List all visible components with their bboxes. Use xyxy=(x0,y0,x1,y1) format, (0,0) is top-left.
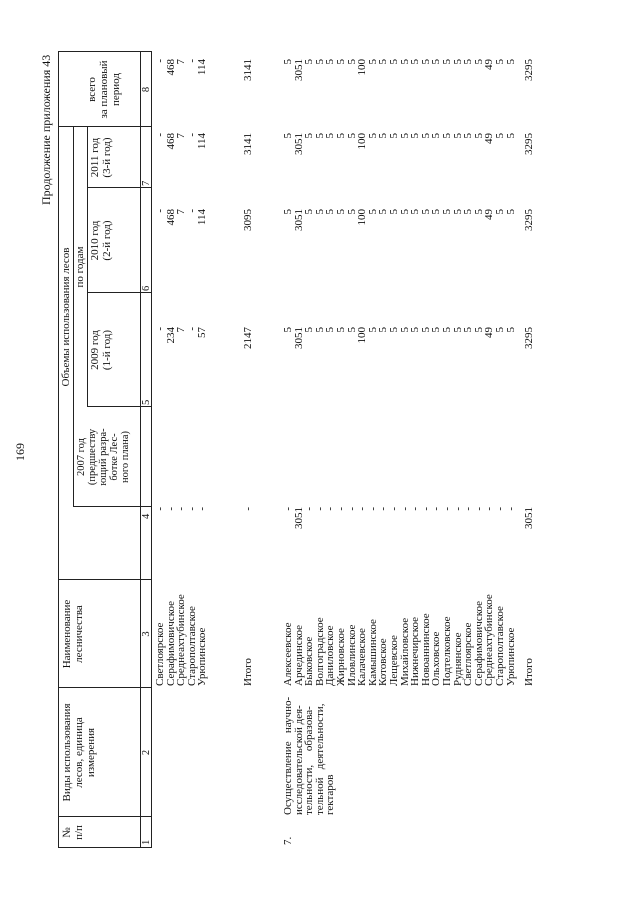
value-cell-v2010: 5 xyxy=(441,209,453,215)
value-cell-v2010: 5 xyxy=(398,209,411,215)
value-cell-total: 5 xyxy=(303,59,316,65)
value-cell-v2009: 49 xyxy=(483,327,496,338)
col-number-7: 7 xyxy=(141,180,152,186)
value-cell-v2010: 5 xyxy=(472,209,485,215)
col-number-8: 8 xyxy=(141,86,152,93)
value-cell-v2009: 5 xyxy=(282,327,294,333)
value-cell-total: 7 xyxy=(175,59,188,65)
value-cell-v2010: 5 xyxy=(313,209,326,215)
value-cell-v2009: 5 xyxy=(345,327,358,333)
value-cell-v2011: 5 xyxy=(462,133,475,139)
forestry-name-cell: Арчединское xyxy=(292,625,305,686)
value-cell-v2007: - xyxy=(154,507,166,511)
value-cell-v2009: 5 xyxy=(504,327,517,333)
total-cell-v2011: 3141 xyxy=(242,133,254,155)
value-cell-v2009: 7 xyxy=(175,327,188,333)
value-cell-v2009: 5 xyxy=(324,327,337,333)
value-cell-total: 5 xyxy=(313,59,326,65)
value-cell-v2009: 5 xyxy=(303,327,316,333)
value-cell-v2011: 5 xyxy=(313,133,326,139)
value-cell-v2010: 5 xyxy=(409,209,422,215)
value-cell-v2007: - xyxy=(335,507,347,511)
value-cell-total: 5 xyxy=(398,59,411,65)
col-number-4: 4 xyxy=(141,513,152,519)
value-cell-v2011: - xyxy=(154,133,166,137)
forestry-name-cell: Среднеахтубинское xyxy=(483,594,496,686)
value-cell-v2007: - xyxy=(504,507,517,511)
forestry-name-cell: Светлоярское xyxy=(462,622,475,686)
value-cell-v2010: 5 xyxy=(345,209,358,215)
value-cell-v2011: 3051 xyxy=(292,133,305,155)
value-cell-v2010: 5 xyxy=(451,209,464,215)
forestry-name-cell: Калачевское xyxy=(356,628,369,686)
block2-kind: Осуществление научно- исследовательской дея- тельности, образова- тельной деятельности, гектаров xyxy=(282,696,337,815)
col-number-3: 3 xyxy=(141,631,152,637)
col-number-5: 5 xyxy=(141,399,152,405)
value-cell-total: - xyxy=(185,59,198,63)
forestry-name-cell: Новоаннинское xyxy=(419,613,432,686)
total-cell-v2010: 3095 xyxy=(242,209,254,231)
value-cell-total: 5 xyxy=(441,59,453,65)
total-cell-v2007: - xyxy=(242,507,254,511)
value-cell-v2009: - xyxy=(154,327,166,331)
value-cell-total: 3051 xyxy=(292,59,305,81)
value-cell-v2011: 5 xyxy=(324,133,337,139)
header-volumes: Объемы использования лесов xyxy=(60,247,72,387)
forestry-name-cell: Серафимовичское xyxy=(164,600,177,686)
total-cell-v2011: 3295 xyxy=(523,133,535,155)
value-cell-v2007: - xyxy=(366,507,379,511)
value-cell-v2011: 7 xyxy=(175,133,188,139)
value-cell-v2009: 5 xyxy=(313,327,326,333)
value-cell-v2009: 5 xyxy=(388,327,400,333)
value-cell-v2009: 5 xyxy=(377,327,390,333)
forestry-name-cell: Среднеахтубинское xyxy=(175,594,188,686)
value-cell-v2009: 5 xyxy=(451,327,464,333)
value-cell-total: - xyxy=(154,59,166,63)
header-2010: 2010 год (2-й год) xyxy=(89,220,113,261)
forestry-name-cell: Ольховское xyxy=(430,631,443,686)
total-label: Итого xyxy=(523,658,535,686)
value-cell-v2009: 5 xyxy=(494,327,506,333)
value-cell-v2009: 3051 xyxy=(292,327,305,349)
forestry-name-cell: Подтелковское xyxy=(441,616,453,686)
line-under-by-years xyxy=(87,127,88,407)
forestry-name-cell: Урюпинское xyxy=(196,627,209,686)
value-cell-total: 5 xyxy=(335,59,347,65)
value-cell-v2007: - xyxy=(303,507,316,511)
value-cell-v2011: 5 xyxy=(409,133,422,139)
value-cell-v2010: - xyxy=(185,209,198,213)
value-cell-v2007: - xyxy=(377,507,390,511)
value-cell-v2009: 5 xyxy=(419,327,432,333)
value-cell-v2010: 468 xyxy=(164,209,177,226)
block2-num: 7. xyxy=(282,836,294,845)
total-cell-total: 3141 xyxy=(242,59,254,81)
value-cell-v2011: 468 xyxy=(164,133,177,150)
value-cell-total: 5 xyxy=(451,59,464,65)
value-cell-total: 100 xyxy=(356,59,369,76)
forestry-name-cell: Волгоградское xyxy=(313,617,326,686)
value-cell-total: 468 xyxy=(164,59,177,76)
value-cell-v2007: - xyxy=(324,507,337,511)
value-cell-v2007: - xyxy=(185,507,198,511)
value-cell-v2010: 100 xyxy=(356,209,369,226)
value-cell-v2007: - xyxy=(462,507,475,511)
forestry-name-cell: Камышинское xyxy=(366,619,379,686)
value-cell-v2007: - xyxy=(409,507,422,511)
value-cell-v2011: 5 xyxy=(303,133,316,139)
value-cell-v2007: - xyxy=(494,507,506,511)
value-cell-v2007: - xyxy=(175,507,188,511)
forestry-name-cell: Жирновское xyxy=(335,628,347,686)
value-cell-v2007: - xyxy=(472,507,485,511)
forestry-name-cell: Алексеевское xyxy=(282,622,294,686)
value-cell-v2010: 5 xyxy=(419,209,432,215)
value-cell-v2009: 234 xyxy=(164,327,177,344)
value-cell-v2011: 5 xyxy=(494,133,506,139)
header-total: всего за плановый период xyxy=(86,60,122,119)
value-cell-v2009: 5 xyxy=(472,327,485,333)
value-cell-total: 114 xyxy=(196,59,209,76)
forestry-name-cell: Урюпинское xyxy=(504,627,517,686)
value-cell-v2010: 3051 xyxy=(292,209,305,231)
forestry-name-cell: Михайловское xyxy=(398,617,411,686)
value-cell-total: 5 xyxy=(388,59,400,65)
value-cell-v2009: 5 xyxy=(409,327,422,333)
forestry-name-cell: Лещевское xyxy=(388,635,400,686)
forestry-name-cell: Котовское xyxy=(377,638,390,686)
table-top-line xyxy=(58,52,59,848)
value-cell-v2007: - xyxy=(196,507,209,511)
value-cell-v2007: - xyxy=(388,507,400,511)
value-cell-v2009: 5 xyxy=(441,327,453,333)
value-cell-v2009: 5 xyxy=(462,327,475,333)
value-cell-v2010: 5 xyxy=(462,209,475,215)
header-by-years: по годам xyxy=(74,246,86,288)
value-cell-total: 5 xyxy=(419,59,432,65)
value-cell-v2011: 114 xyxy=(196,133,209,150)
total-cell-total: 3295 xyxy=(523,59,535,81)
value-cell-v2011: 5 xyxy=(282,133,294,139)
value-cell-v2010: 5 xyxy=(494,209,506,215)
value-cell-v2009: 5 xyxy=(430,327,443,333)
value-cell-v2011: 5 xyxy=(398,133,411,139)
header-2007: 2007 год (предшеству ющий разра- ботке Лес- ного плана) xyxy=(76,428,131,486)
value-cell-total: 49 xyxy=(483,59,496,70)
value-cell-v2011: 5 xyxy=(419,133,432,139)
value-cell-v2010: 5 xyxy=(303,209,316,215)
value-cell-total: 5 xyxy=(462,59,475,65)
header-2011: 2011 год (3-й год) xyxy=(89,137,113,178)
value-cell-total: 5 xyxy=(504,59,517,65)
total-cell-v2009: 3295 xyxy=(523,327,535,349)
forestry-name-cell: Руднянское xyxy=(451,632,464,686)
value-cell-total: 5 xyxy=(366,59,379,65)
page-number: 169 xyxy=(13,443,27,461)
total-cell-v2010: 3295 xyxy=(523,209,535,231)
total-cell-v2007: 3051 xyxy=(523,507,535,529)
value-cell-v2010: 5 xyxy=(388,209,400,215)
value-cell-v2009: 5 xyxy=(335,327,347,333)
value-cell-v2007: - xyxy=(441,507,453,511)
value-cell-total: 5 xyxy=(494,59,506,65)
header-2009: 2009 год (1-й год) xyxy=(89,329,113,371)
value-cell-v2011: 5 xyxy=(345,133,358,139)
value-cell-v2007: - xyxy=(313,507,326,511)
value-cell-v2011: 5 xyxy=(451,133,464,139)
value-cell-v2007: 3051 xyxy=(292,507,305,529)
value-cell-v2010: 49 xyxy=(483,209,496,220)
value-cell-total: 5 xyxy=(345,59,358,65)
value-cell-v2010: 5 xyxy=(504,209,517,215)
value-cell-v2007: - xyxy=(451,507,464,511)
value-cell-v2007: - xyxy=(164,507,177,511)
value-cell-v2007: - xyxy=(483,507,496,511)
value-cell-v2011: 100 xyxy=(356,133,369,150)
forestry-name-cell: Нижнечирское xyxy=(409,616,422,686)
header-name: Наименование лесничества xyxy=(61,599,85,669)
value-cell-v2007: - xyxy=(282,507,294,511)
header-kind: Виды использования лесов, единица измерения xyxy=(61,703,97,802)
value-cell-v2007: - xyxy=(356,507,369,511)
col-number-1: 1 xyxy=(141,839,152,845)
value-cell-v2010: 5 xyxy=(377,209,390,215)
value-cell-v2009: 5 xyxy=(366,327,379,333)
value-cell-v2011: 5 xyxy=(504,133,517,139)
value-cell-v2011: 5 xyxy=(377,133,390,139)
value-cell-v2009: - xyxy=(185,327,198,331)
forestry-name-cell: Серафимовичское xyxy=(472,600,485,686)
value-cell-v2010: 5 xyxy=(430,209,443,215)
value-cell-v2011: - xyxy=(185,133,198,137)
forestry-name-cell: Даниловское xyxy=(324,625,337,686)
value-cell-total: 5 xyxy=(324,59,337,65)
value-cell-v2007: - xyxy=(345,507,358,511)
value-cell-total: 5 xyxy=(377,59,390,65)
continuation-label: Продолжение приложения 43 xyxy=(39,54,53,205)
header-num: № п/п xyxy=(61,825,85,840)
value-cell-v2011: 5 xyxy=(472,133,485,139)
value-cell-total: 5 xyxy=(282,59,294,65)
col-number-2: 2 xyxy=(141,749,152,756)
value-cell-v2011: 5 xyxy=(430,133,443,139)
value-cell-v2010: 114 xyxy=(196,209,209,226)
total-cell-v2009: 2147 xyxy=(242,327,254,349)
value-cell-v2007: - xyxy=(419,507,432,511)
value-cell-v2011: 5 xyxy=(388,133,400,139)
value-cell-v2009: 57 xyxy=(196,327,209,338)
value-cell-v2011: 5 xyxy=(335,133,347,139)
value-cell-v2011: 5 xyxy=(441,133,453,139)
total-label: Итого xyxy=(242,658,254,686)
value-cell-total: 5 xyxy=(472,59,485,65)
forestry-name-cell: Быковское xyxy=(303,636,316,686)
value-cell-v2007: - xyxy=(430,507,443,511)
value-cell-v2010: 7 xyxy=(175,209,188,215)
value-cell-v2010: 5 xyxy=(335,209,347,215)
forestry-name-cell: Иловлинское xyxy=(345,624,358,686)
col-number-6: 6 xyxy=(141,285,152,291)
value-cell-v2010: 5 xyxy=(282,209,294,215)
value-cell-v2010: 5 xyxy=(324,209,337,215)
value-cell-v2010: 5 xyxy=(366,209,379,215)
forestry-name-cell: Старополтавское xyxy=(185,606,198,686)
value-cell-total: 5 xyxy=(409,59,422,65)
value-cell-v2009: 5 xyxy=(398,327,411,333)
value-cell-v2011: 49 xyxy=(483,133,496,144)
value-cell-v2007: - xyxy=(398,507,411,511)
forestry-name-cell: Светлоярское xyxy=(154,622,166,686)
value-cell-v2009: 100 xyxy=(356,327,369,344)
forestry-name-cell: Старополтавское xyxy=(494,606,506,686)
value-cell-v2011: 5 xyxy=(366,133,379,139)
value-cell-v2010: - xyxy=(154,209,166,213)
value-cell-total: 5 xyxy=(430,59,443,65)
